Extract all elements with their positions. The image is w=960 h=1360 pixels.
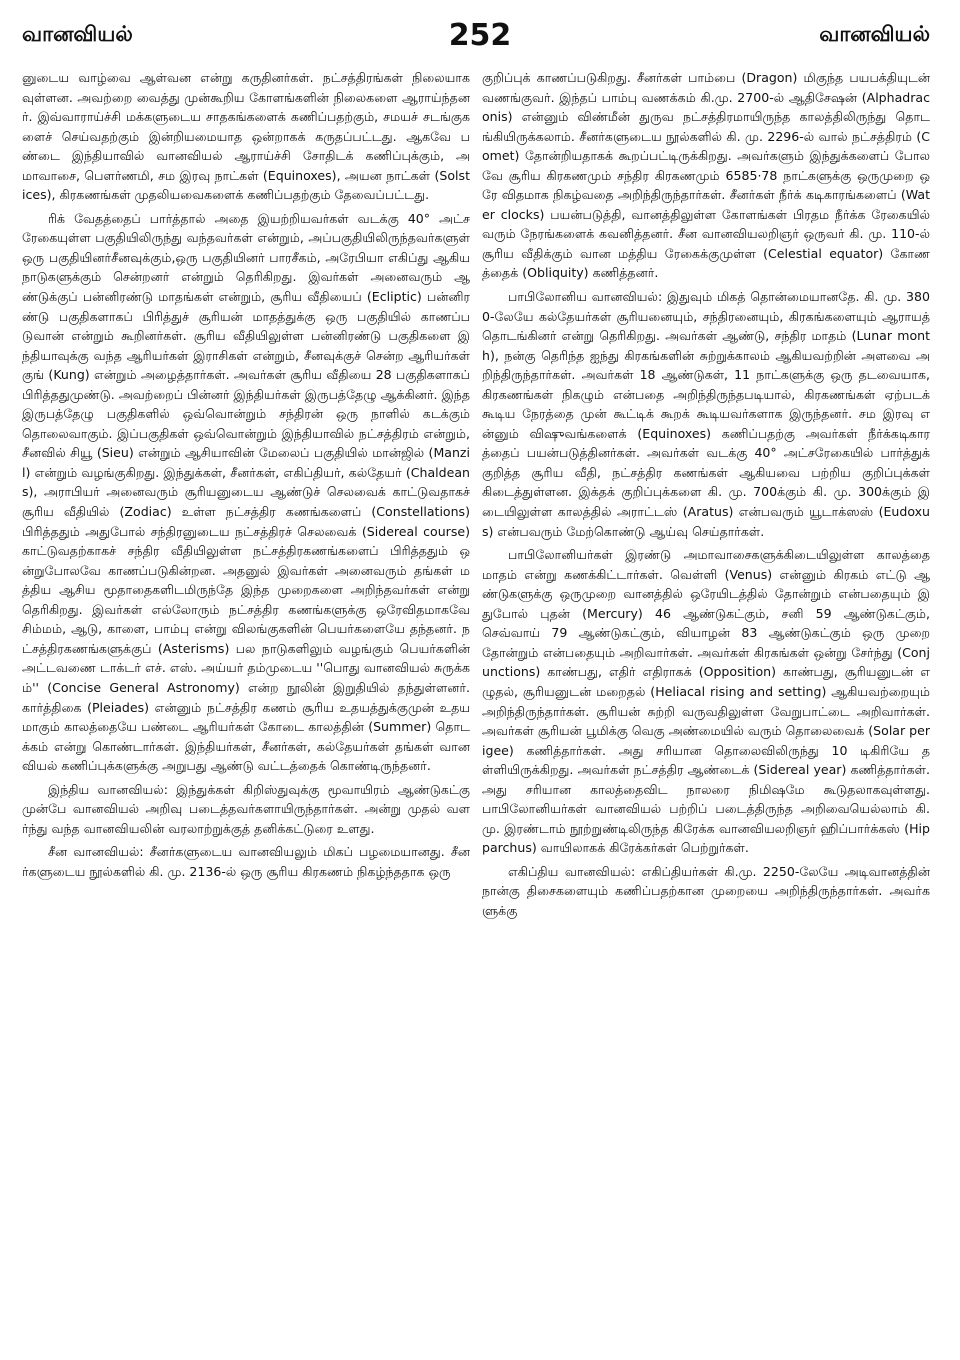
page-header xyxy=(0,18,960,54)
paragraph: குறிப்புக் காணப்படுகிறது. சீனர்கள் பாம்பை (Dragon) மிகுந்த பயபக்தியுடன் வணங்குவர். இந்தப் பாம்பு வணக்கம் கி.மு. 2700-ல் ஆதிசேஷன் (Alphadraconis) என்னும் விண்மீன் துருவ நட்சத்திரமாயிருந்த காலத்திலிருந்து தொடங்கியிருக்கலாம். சீனர்களுடைய நூல்களில் கி. மு. 2296-ல் வால் நட்சத்திரம் (Comet) தோன்றியதாகக் கூறப்பட்டிருக்கிறது. அவர்களும் இந்துக்களைப் போலவே சூரிய கிரகணமும் சந்திர கிரகணமும் 6585·78 நாட்களுக்கு ஒருமுறை ஒரே விதமாக நிகழ்வதை அறிந்திருந்தார்கள். சீனர்கள் நீர்க் கடிகாரங்களைப் (Water clocks) பயன்படுத்தி, வானத்திலுள்ள கோளங்கள் பிரதம நீர்க்க ரேகையில் வரும் நேரங்களைக் கவனித்தனர். சீன வானவியலறிஞர் ஒருவர் கி. மு. 110-ல் சூரிய வீதிக்கும் வான மத்திய ரேகைக்குமுள்ள (Celestial equator) கோணத்தைக் (Obliquity) கணித்தனர். xyxy=(482,70,930,281)
right-column xyxy=(482,68,930,1352)
paragraph: ரிக் வேதத்தைப் பார்த்தால் அதை இயற்றியவர்கள் வடக்கு 40° அட்சரேகையுள்ள பகுதியிலிருந்து வந்தவர்கள் என்றும், அப்பகுதியிலிருந்தவர்களுள் ஒரு பகுதியினர்சீனவுக்கும்,ஒரு பகுதியினர் பாரசீகம், அரேபியா எகிப்து ஆகிய நாடுகளுக்கும் சென்றனர் என்றும் தெரிகிறது. இவர்கள் அனைவரும் ஆண்டுக்குப் பன்னிரண்டு மாதங்கள் என்றும், சூரிய வீதியைப் (Ecliptic) பன்னிரண்டு பகுதிகளாகப் பிரித்துச் சூரியன் மாதத்துக்கு ஒரு பகுதியில் காணப்படுவான் என்றும் கூறினர்கள். சூரிய வீதியிலுள்ள பன்னிரண்டு பகுதிகளை இந்தியாவுக்கு வந்த ஆரியர்கள் இராசிகள் என்றும், சீனவுக்குச் சென்ற ஆரியர்கள் குங் (Kung) என்றும் அழைத்தார்கள். அவர்கள் சூரிய வீதியை 28 பகுதிகளாகப் பிரித்ததுமுண்டு. அவற்றைப் பின்னர் இந்தியர்கள் இருபத்தேழு ஆக்கினர். இந்த இருபத்தேழு பகுதிகளில் ஒவ்வொன்றும் சந்திரன் ஒரு நாளில் கடக்கும் தொலைவாகும். இப்பகுதிகள் ஒவ்வொன்றும் இந்தியாவில் நட்சத்திரம் என்றும், சீனவில் சியூ (Sieu) என்றும் ஆசியாவின் மேலைப் பகுதியில் மான்ஜில் (Manzil) என்றும் வழங்குகிறது. இந்துக்கள், சீனர்கள், எகிப்தியர், கல்தேயர் (Chaldeans), அராபியர் அனைவரும் சூரியனுடைய ஆண்டுச் செலவைக் காட்டுவதாகச் சூரிய வீதியில் (Zodiac) உள்ள நட்சத்திர கணங்களைப் (Constellations) பிரித்ததும் அதுபோல் சந்திரனுடைய நட்சத்திரச் செலவைக் (Sidereal course) காட்டுவதற்காகச் சந்திர வீதியிலுள்ள நட்சத்திரகணங்களைப் பிரித்ததும் ஒன்றுபோலவே காணப்படுகின்றன. அதனுல் இவர்கள் அனைவரும் தங்கள் மத்திய ஆசிய மூதாதைகளிடமிருந்தே இந்த முறைகளை அறிந்தவர்கள் என்று தெரிகிறது. இவர்கள் எல்லோரும் நட்சத்திர கணங்களுக்கு ஒரேவிதமாகவே சிம்மம், ஆடு, காளை, பாம்பு என்று விலங்குகளின் பெயர்களையே தந்தனர். நட்சத்திரகணங்களுக்குப் (Asterisms) பல நாடுகளிலும் வழங்கும் பெயர்களின் அட்டவணை டாக்டர் எச். எஸ். அய்யர் தம்முடைய ''பொது வானவியல் சுருக்கம்'' (Concise General Astronomy) என்ற நூலின் இறுதியில் தந்துள்ளனர். கார்த்திகை (Pleiades) என்னும் நட்சத்திர கணம் சூரிய உதயத்துக்குமுன் உதயமாகும் காலத்தையே பண்டை ஆரியர்கள் கோடை காலத்தின் (Summer) தொடக்கம் என்று கொண்டார்கள். இந்தியர்கள், சீனர்கள், கல்தேயர்கள் தங்கள் வானவியல் கணிப்புக்களுக்கு அறுபது ஆண்டு வட்டத்தைக் கொண்டிருந்தனர். xyxy=(22,210,470,774)
paragraph: பாபிலோனியர்கள் இரண்டு அமாவாசைகளுக்கிடையிலுள்ள காலத்தை மாதம் என்று கணக்கிட்டார்கள். வெள்ளி (Venus) என்னும் கிரகம் எட்டு ஆண்டுகளுக்கு ஒருமுறை வானத்தில் ஒரேயிடத்தில் தோன்றும் என்பதையும் இதுபோல் புதன் (Mercury) 46 ஆண்டுகட்கும், சனி 59 ஆண்டுகட்கும், செவ்வாய் 79 ஆண்டுகட்கும், வியாழன் 83 ஆண்டுகட்கும் ஒரு முறை தோன்றும் என்பதையும் அறிவார்கள். அவர்கள் கிரகங்கள் ஒன்று சேர்ந்து (Conjunctions) காண்பது, எதிர் எதிராகக் (Opposition) காண்பது, சூரியனுடன் எழுதல், சூரியனுடன் மறைதல் (Heliacal rising and setting) ஆகியவற்றையும் அறிந்திருந்தார்கள். சூரியன் சுற்றி வருவதிலுள்ள வேறுபாட்டை அறிவார்கள். அவர்கள் சூரியன் பூமிக்கு வெகு அண்மையில் வரும் தொலைவைக் (Solar perigee) கணித்தார்கள். அது சரியான தொலைவிலிருந்து 10 டிகிரியே தள்ளியிருக்கிறது. அவர்கள் நட்சத்திர ஆண்டைக் (Sidereal year) கணித்தார்கள். அது சரியான காலத்தைவிட நாலரை நிமிஷமே கூடுதலாகவுள்ளது. பாபிலோனியர்கள் வானவியல் பற்றிப் படைத்திருந்த அறிவையெல்லாம் கி. மு. இரண்டாம் நூற்றுண்டிலிருந்த கிரேக்க வானவியலறிஞர் ஹிப்பார்க்கஸ் (Hipparchus) வாயிலாகக் கிரேக்கர்கள் பெற்றுர்கள். xyxy=(482,547,930,856)
running-head-left: வானவியல் xyxy=(22,22,133,46)
paragraph: பாபிலோனிய வானவியல்: இதுவும் மிகத் தொன்மையானதே. கி. மு. 3800-லேயே கல்தேயர்கள் சூரியனையும், சந்திரனையும், கிரகங்களையும் ஆராயத் தொடங்கினர் என்று தெரிகிறது. அவர்கள் ஆண்டு, சந்திர மாதம் (Lunar month), நன்கு தெரிந்த ஐந்து கிரகங்களின் சுற்றுக்காலம் ஆகியவற்றின் அளவை அறிந்திருந்தார்கள். அவர்கள் 18 ஆண்டுகள், 11 நாட்களுக்கு ஒரு தடவையாக, கிரகணங்கள் நிகழும் என்பதை அறிந்திருந்தபடியால், கிரகணங்கள் ஏற்படக் கூடிய நேரத்தை முன் கூட்டிக் கூறக் கூடியவர்களாக இருந்தனர். சம இரவு என்னும் விஷுவங்களைக் (Equinoxes) கணிப்பதற்கு அவர்கள் நீர்க்கடிகாரத்தைப் பயன்படுத்தினர்கள். அவர்கள் வடக்கு 40° அட்சரேகையில் பார்த்துக் குறித்த சூரிய வீதி, நட்சத்திர கணங்கள் ஆகியவை பற்றிய குறிப்புக்கள் கிடைத்துள்ளன. இக்தக் குறிப்புக்களை கி. மு. 700க்கும் கி. மு. 300க்கும் இடையிலுள்ள காலத்தில் அராட்டஸ் (Aratus) என்பவரும் யூடாக்ஸஸ் (Eudoxus) என்பவரும் மேற்கொண்டு ஆய்வு செய்தார்கள். xyxy=(482,289,930,539)
left-column xyxy=(22,68,470,1352)
page-number: 252 xyxy=(448,18,512,53)
paragraph: இந்திய வானவியல்: இந்துக்கள் கிறிஸ்துவுக்கு மூவாயிரம் ஆண்டுகட்கு முன்பே வானவியல் அறிவு படைத்தவர்களாயிருந்தார்கள். அன்று முதல் வளர்ந்து வந்த வானவியலின் வரலாற்றுக்குத் தனிக்கட்டுரை உளது. xyxy=(22,781,470,836)
paragraph: எகிப்திய வானவியல்: எகிப்தியர்கள் கி.மு. 2250-லேயே அடிவானத்தின் நான்கு திசைகளையும் கணிப்பதற்கான முறையை அறிந்திருந்தார்கள். அவர்களுக்கு xyxy=(482,863,930,918)
paragraph: சீன வானவியல்: சீனர்களுடைய வானவியலும் மிகப் பழமையானது. சீனர்களுடைய நூல்களில் கி. மு. 2136-ல் ஒரு சூரிய கிரகணம் நிகழ்ந்ததாக ஒரு xyxy=(22,844,470,879)
running-head-right: வானவியல் xyxy=(819,22,930,46)
paragraph: னுடைய வாழ்வை ஆள்வன என்று கருதினர்கள். நட்சத்திரங்கள் நிலையாகவுள்ளன. அவற்றை வைத்து முன்கூறிய கோளங்களின் நிலைகளை ஆராய்ந்தனர். இவ்வாராய்ச்சி மக்களுடைய சாதகங்களைக் கணிப்பதற்கும், சமயச் சடங்குகளைச் செய்வதற்கும் இன்றியமையாத ஒன்றாகக் கருதப்பட்டது. ஆகவே பண்டை இந்தியாவில் வானவியல் ஆராய்ச்சி சோதிடக் கணிப்புக்கும், அமாவாசை, பௌர்ணமி, சம இரவு நாட்கள் (Equinoxes), அயன நாட்கள் (Solstices), கிரகணங்கள் முதலியவைகளைக் கணிப்பதற்கும் தேவைப்பட்டது. xyxy=(22,70,470,203)
